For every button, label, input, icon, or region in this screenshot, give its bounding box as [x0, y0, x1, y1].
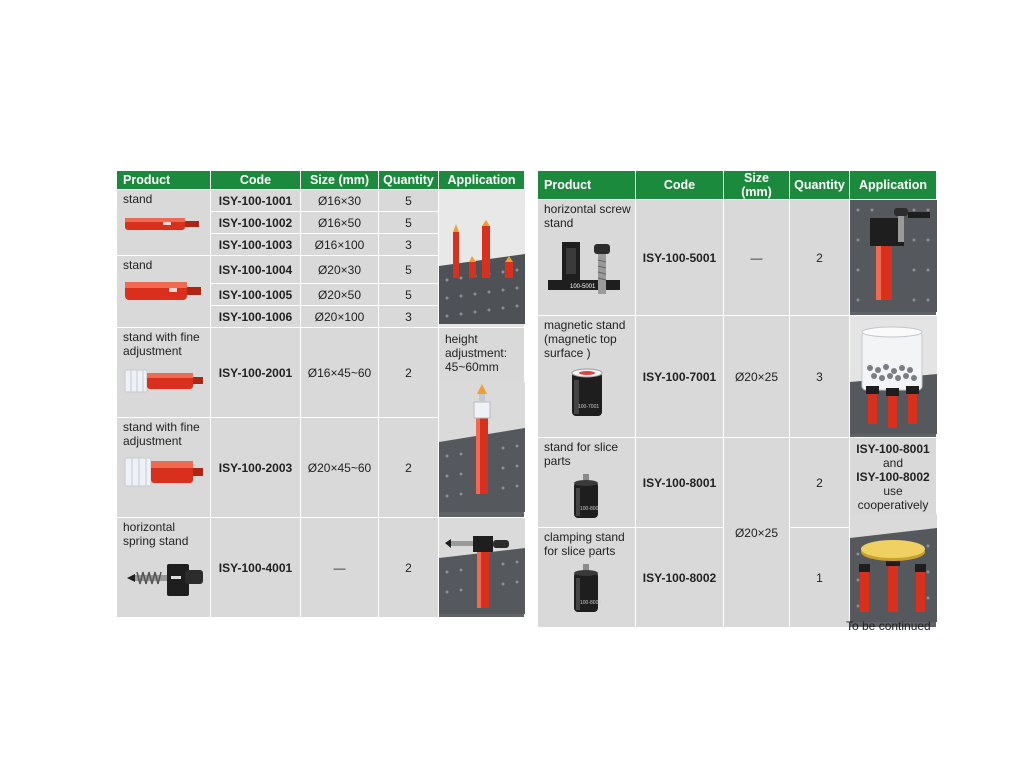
product-quantity: 5	[379, 212, 439, 234]
product-size: Ø20×30	[301, 256, 379, 284]
right-product-table	[537, 170, 937, 628]
product-name: clamping stand for slice parts	[544, 530, 625, 558]
product-code: ISY-100-1001	[211, 190, 301, 212]
product-size: —	[724, 200, 790, 316]
application-height-adjust	[439, 328, 525, 518]
product-quantity: 2	[790, 200, 850, 316]
product-code: ISY-100-1006	[211, 306, 301, 328]
slice-stand-image	[544, 474, 628, 520]
product-quantity: 5	[379, 284, 439, 306]
header-product: Product	[538, 171, 636, 200]
product-quantity: 2	[379, 518, 439, 618]
header-application: Application	[439, 171, 525, 190]
stand-engraving: 100-5001	[570, 284, 596, 290]
stand-engraving: 100-7001	[578, 404, 600, 410]
product-code: ISY-100-1004	[211, 256, 301, 284]
product-code: ISY-100-4001	[211, 518, 301, 618]
product-code: ISY-100-2001	[211, 328, 301, 418]
product-name: horizontal screw stand	[544, 202, 631, 230]
product-quantity: 2	[379, 328, 439, 418]
product-size: Ø16×45~60	[301, 328, 379, 418]
header-code: Code	[636, 171, 724, 200]
header-quantity: Quantity	[379, 171, 439, 190]
fine-adjust-stand-20-image	[123, 454, 205, 490]
application-cooperative	[850, 438, 937, 628]
product-name: stand	[123, 192, 153, 206]
product-cell	[538, 200, 636, 316]
spring-stand-on-table-image	[439, 518, 525, 614]
product-name: magnetic stand (magnetic top surface )	[544, 318, 626, 360]
product-size: Ø20×25	[724, 316, 790, 438]
stand-engraving: 100-8002	[580, 600, 602, 606]
magnetic-stand-image	[544, 366, 628, 424]
product-quantity: 3	[790, 316, 850, 438]
product-name: horizontal spring stand	[123, 520, 189, 548]
magnetic-stand-jar-image	[850, 316, 937, 434]
header-size: Size (mm)	[724, 171, 790, 200]
product-name: stand with fine adjustment	[123, 330, 200, 358]
product-name: stand for slice parts	[544, 440, 619, 468]
application-photo-stands	[439, 190, 525, 328]
application-photo-screw	[850, 200, 937, 316]
note-code-1: ISY-100-8001	[856, 442, 930, 456]
product-size: Ø16×100	[301, 234, 379, 256]
application-note: height adjustment: 45~60mm	[439, 328, 524, 382]
note-and: and	[882, 456, 904, 470]
product-size: Ø20×50	[301, 284, 379, 306]
product-code: ISY-100-5001	[636, 200, 724, 316]
product-quantity: 3	[379, 234, 439, 256]
fine-adjust-on-table-image	[439, 382, 525, 512]
header-size: Size (mm)	[301, 171, 379, 190]
fine-adjust-stand-16-image	[123, 364, 205, 396]
product-quantity: 5	[379, 190, 439, 212]
product-size: —	[301, 518, 379, 618]
stand-engraving: 100-8001	[580, 506, 602, 512]
header-quantity: Quantity	[790, 171, 850, 200]
product-quantity: 1	[790, 528, 850, 628]
clamping-stand-image	[544, 564, 628, 614]
header-code: Code	[211, 171, 301, 190]
product-name: stand with fine adjustment	[123, 420, 200, 448]
product-code: ISY-100-1002	[211, 212, 301, 234]
product-cell	[538, 438, 636, 528]
note-rest: use cooperatively	[857, 484, 929, 512]
stands-on-table-image	[439, 190, 525, 324]
application-photo-magnetic	[850, 316, 937, 438]
product-cell	[538, 316, 636, 438]
product-name: stand	[123, 258, 153, 272]
product-size-shared: Ø20×25	[724, 438, 790, 628]
product-cell	[538, 528, 636, 628]
product-code: ISY-100-8002	[636, 528, 724, 628]
application-note	[850, 438, 936, 514]
header-product: Product	[117, 171, 211, 190]
product-code: ISY-100-1003	[211, 234, 301, 256]
continued-note: To be continued	[846, 619, 931, 633]
product-quantity: 3	[379, 306, 439, 328]
red-stand-16-image	[123, 212, 205, 234]
product-quantity: 2	[379, 418, 439, 518]
product-cell	[117, 518, 211, 618]
screw-stand-on-table-image	[850, 200, 937, 312]
product-quantity: 5	[379, 256, 439, 284]
product-size: Ø20×45~60	[301, 418, 379, 518]
spring-stand-image	[123, 554, 207, 598]
product-code: ISY-100-1005	[211, 284, 301, 306]
product-code: ISY-100-2003	[211, 418, 301, 518]
left-product-table	[116, 170, 525, 618]
product-size: Ø20×100	[301, 306, 379, 328]
screw-stand-image	[544, 236, 628, 298]
product-code: ISY-100-7001	[636, 316, 724, 438]
application-photo-spring	[439, 518, 525, 618]
product-cell	[117, 418, 211, 518]
header-application: Application	[850, 171, 937, 200]
note-code-2: ISY-100-8002	[856, 470, 930, 484]
product-cell	[117, 190, 211, 256]
product-size: Ø16×50	[301, 212, 379, 234]
product-cell	[117, 256, 211, 328]
product-quantity: 2	[790, 438, 850, 528]
slice-stands-plate-image	[850, 514, 937, 622]
red-stand-20-image	[123, 278, 205, 304]
product-cell	[117, 328, 211, 418]
product-code: ISY-100-8001	[636, 438, 724, 528]
product-size: Ø16×30	[301, 190, 379, 212]
